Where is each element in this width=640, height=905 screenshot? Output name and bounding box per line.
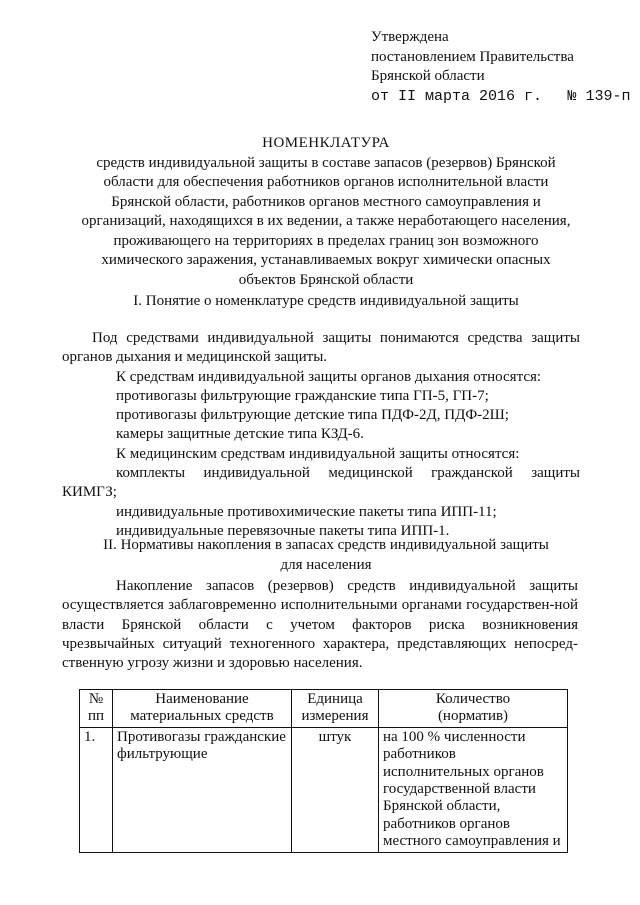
title-line: средств индивидуальной защиты в составе запасов (резервов) Брянской xyxy=(96,154,556,171)
title-line: Брянской области, работников органов местного самоуправления и xyxy=(111,193,541,210)
approval-line: Брянской области xyxy=(371,68,485,84)
paragraph: К средствам индивидуальной защиты органов дыхания относятся: xyxy=(116,368,542,385)
header-text: (норматив) xyxy=(437,708,509,725)
list-item: индивидуальные перевязочные пакеты типа ИПП-1. xyxy=(116,522,450,539)
header-text: Единица xyxy=(307,691,363,707)
header-text: № xyxy=(88,691,104,707)
header-text: измерения xyxy=(301,708,369,725)
approval-number: № 139-п xyxy=(567,87,631,105)
cell-name: Противогазы гражданские фильтрующие xyxy=(113,727,292,852)
header-text: Наименование xyxy=(155,691,249,707)
header-unit xyxy=(292,690,379,728)
list-item: комплекты индивидуальной медицинской гражданской защиты xyxy=(116,465,580,482)
list-item: индивидуальные противохимические пакеты типа ИПП-11; xyxy=(116,503,497,520)
approval-date: от II марта 2016 г. xyxy=(371,87,543,105)
section-1-body xyxy=(62,329,580,541)
list-item: камеры защитные детские типа КЗД-6. xyxy=(116,426,364,443)
title-heading: НОМЕНКЛАТУРА xyxy=(262,135,390,151)
paragraph: Под средствами индивидуальной защиты понимаются средства защиты органов дыхания и медицинской защиты. xyxy=(62,330,580,366)
title-line: проживающего на территориях в пределах границ зон возможного xyxy=(113,232,539,249)
title-line: химического заражения, устанавливаемых вокруг химически опасных xyxy=(101,252,551,268)
list-item-continuation: КИМГЗ; xyxy=(62,484,117,501)
cell-quantity: на 100 % численности работников исполнительных органов государственной власти Брянской области, работников органов местного самоуправления и xyxy=(379,727,568,852)
cell-number: 1. xyxy=(80,727,113,852)
header-text: Количество xyxy=(435,691,511,707)
paragraph: К медицинским средствам индивидуальной защиты относятся: xyxy=(116,445,520,462)
table-header-row xyxy=(80,690,568,728)
approval-line: постановлением Правительства xyxy=(371,48,574,65)
section-1-heading: I. Понятие о номенклатуре средств индивидуальной защиты xyxy=(133,293,519,309)
document-title xyxy=(75,134,577,290)
approval-stamp xyxy=(371,28,631,106)
list-item: противогазы фильтрующие детские типа ПДФ-2Д, ПДФ-2Ш; xyxy=(116,407,509,424)
title-line: объектов Брянской области xyxy=(238,271,414,288)
header-text: пп xyxy=(87,708,105,725)
header-number xyxy=(80,690,113,728)
header-quantity xyxy=(379,690,568,728)
section-2-body xyxy=(62,577,578,673)
header-text: материальных средств xyxy=(130,708,274,725)
approval-date-line xyxy=(371,87,631,107)
approval-line: Утверждена xyxy=(371,29,449,45)
title-line: организаций, находящихся в их ведении, а также неработающего населения, xyxy=(81,213,571,229)
section-2-heading-line: для населения xyxy=(280,556,372,573)
section-2-heading-line: II. Нормативы накопления в запасах средств индивидуальной защиты xyxy=(103,537,549,553)
cell-unit: штук xyxy=(292,727,379,852)
table-row xyxy=(80,727,568,852)
list-item: противогазы фильтрующие гражданские типа ГП-5, ГП-7; xyxy=(116,387,489,404)
paragraph: Накопление запасов (резервов) средств индивидуальной защиты осуществляется заблаговременно исполнительными органами государствен-ной власти Брянской области с учетом факторов риска возникновения чрезвычайных ситуаций техногенного характера, представляющих непосред-ственную угрозу жизни и здоровью населения. xyxy=(62,578,578,672)
title-line: области для обеспечения работников органов исполнительной власти xyxy=(103,174,549,190)
norms-table xyxy=(79,689,568,853)
header-name xyxy=(113,690,292,728)
section-2-heading xyxy=(75,536,577,575)
